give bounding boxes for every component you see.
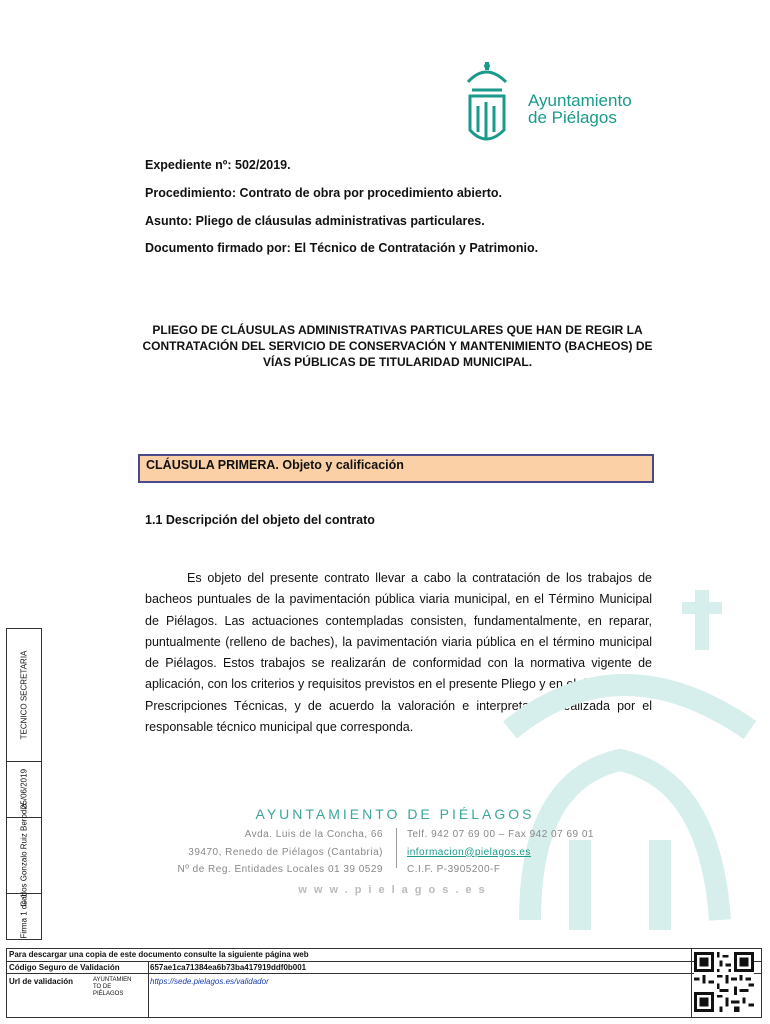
firmado-line: Documento firmado por: El Técnico de Contratación y Patrimonio. (145, 241, 539, 255)
signer-name: Carlos Gonzalo Ruiz Berodia (19, 803, 29, 907)
clause-heading: CLÁUSULA PRIMERA. Objeto y calificación (146, 458, 404, 472)
validation-box (6, 948, 762, 1018)
phone-line: Telf. 942 07 69 00 – Fax 942 07 69 01 (407, 829, 594, 840)
cif-line: C.I.F. P-3905200-F (407, 864, 501, 875)
logo-line1: Ayuntamiento (528, 91, 632, 110)
signature-date: 25/06/2019 (19, 768, 29, 810)
signature-sidebar (6, 628, 42, 940)
signature-sheet-count: Firma 1 de 1 (19, 893, 29, 939)
footer-contact (407, 826, 627, 879)
address-line3: Nº de Reg. Entidades Locales 01 39 0529 (177, 864, 383, 875)
url-link[interactable]: https://sede.pielagos.es/validador (150, 977, 269, 986)
csv-label: Código Seguro de Validación (9, 963, 120, 972)
expediente-line: Expediente nº: 502/2019. (145, 158, 291, 172)
footer-address (150, 826, 383, 879)
procedimiento-line: Procedimiento: Contrato de obra por procedimiento abierto. (145, 186, 502, 200)
signer-role: TECNICO SECRETARIA (19, 650, 29, 740)
url-label: Url de validación (9, 977, 74, 986)
asunto-line: Asunto: Pliego de cláusulas administrativas particulares. (145, 214, 485, 228)
sidebar-sheet-cell (7, 893, 41, 939)
clause-subheading: 1.1 Descripción del objeto del contrato (145, 513, 375, 527)
address-divider (396, 828, 397, 868)
address-line2: 39470, Renedo de Piélagos (Cantabria) (188, 846, 383, 858)
stamp-text: AYUNTAMIEN TO DE PIÉLAGOS (93, 977, 132, 997)
csv-row (7, 961, 761, 974)
footer-org-name: AYUNTAMIENTO DE PIÉLAGOS (255, 806, 535, 822)
csv-value: 657ae1ca71384ea6b73ba417919ddf0b001 (150, 963, 307, 972)
address-line1: Avda. Luis de la Concha, 66 (244, 829, 383, 840)
validation-divider (148, 961, 149, 1018)
sidebar-name-cell (7, 803, 41, 907)
qr-divider (691, 949, 692, 1017)
logo-line2: de Piélagos (528, 108, 617, 127)
email-link[interactable]: informacion@pielagos.es (407, 846, 531, 858)
document-title: PLIEGO DE CLÁUSULAS ADMINISTRATIVAS PARTICULARES QUE HAN DE REGIR LA CONTRATACIÓN DEL SERVICIO DE CONSERVACIÓN Y MANTENIMIENTO (BACHEOS) DE VÍAS PÚBLICAS DE TITULARIDAD MUNICIPAL. (142, 323, 653, 369)
logo-wordmark (528, 92, 632, 126)
clause-heading-box (138, 454, 654, 483)
sidebar-role-cell (7, 629, 41, 762)
clause-paragraph: Es objeto del presente contrato llevar a cabo la contratación de los trabajos de bacheos puntuales de la pavimentación pública viaria municipal, en el Término Municipal de Piélagos. Las actuaciones contempladas consisten, fundamentalmente, en reparar, puntualmente (relleno de baches), la pavimentación viaria pública en el término municipal de Piélagos. Estos trabajos se realizarán de conformidad con la normativa vigente de aplicación, con los criterios y requisitos previstos en el presente Pliego y en el del Pliego de Prescripciones Técnicas, y de acuerdo la valoración e interpretación realizada por el responsable técnico municipal que corresponda. (145, 571, 652, 735)
qr-code-icon (694, 952, 754, 1012)
website-line: www.pielagos.es (298, 884, 492, 896)
download-text: Para descargar una copia de este documento consulte la siguiente página web (9, 950, 309, 959)
